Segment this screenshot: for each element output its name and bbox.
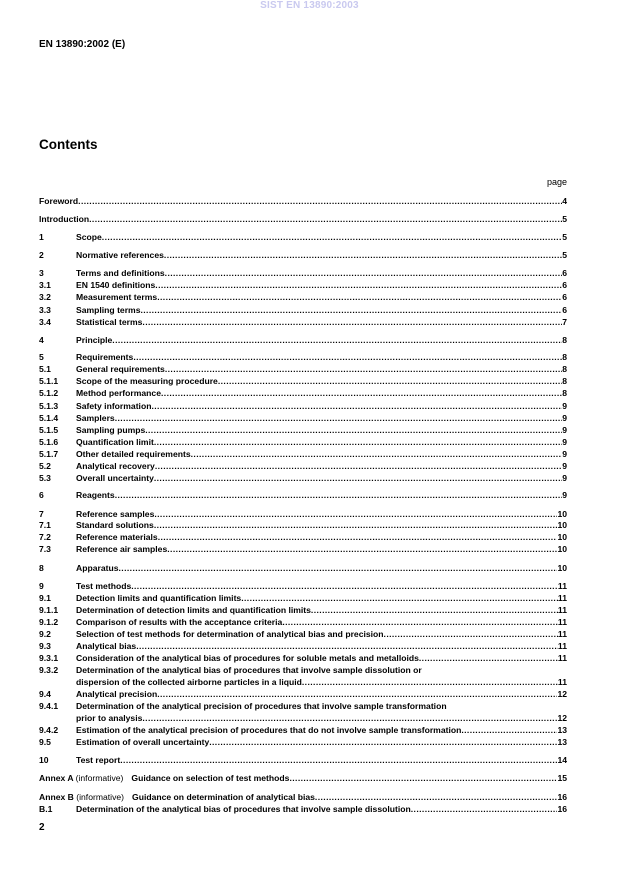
dot-leader: [89, 213, 562, 225]
toc-entry-title: Guidance on determination of analytical bias: [132, 792, 315, 802]
toc-entry-number: 9.5: [39, 737, 51, 747]
toc-entry-page: 9: [562, 437, 567, 447]
dot-leader: [218, 375, 562, 387]
toc-entry-number: 3.3: [39, 305, 51, 315]
toc-entry[interactable]: [39, 231, 567, 243]
dot-leader: [142, 712, 557, 724]
toc-entry-page: 6: [562, 268, 567, 278]
toc-entry-page: 12: [557, 713, 567, 723]
toc-entry[interactable]: [39, 754, 567, 766]
dot-leader: [154, 436, 562, 448]
toc-entry-title: Test report: [76, 755, 121, 765]
toc-entry-title: Scope: [76, 232, 102, 242]
toc-entry-page: 11: [557, 677, 567, 687]
toc-entry-title: Apparatus: [76, 563, 119, 573]
toc-entry-number: 5.3: [39, 473, 51, 483]
toc-entry[interactable]: [39, 628, 567, 640]
toc-entry-title: Introduction: [39, 214, 90, 224]
toc-entry[interactable]: [39, 375, 567, 387]
toc-entry-page: 10: [557, 544, 567, 554]
toc-entry-title: Analytical bias: [76, 641, 137, 651]
toc-entry-title: Terms and definitions: [76, 268, 165, 278]
toc-entry-title: Determination of the analytical bias of procedures that involve sample dissolution or: [76, 665, 422, 675]
toc-entry[interactable]: [39, 279, 567, 291]
toc-entry-page: 6: [562, 292, 567, 302]
toc-entry-number: 7.1: [39, 520, 51, 530]
toc-entry-page: 8: [562, 364, 567, 374]
toc-entry-title: prior to analysis: [76, 713, 143, 723]
toc-entry-page: 13: [557, 737, 567, 747]
toc-entry-number: 5.1.2: [39, 388, 59, 398]
toc-entry-page: 8: [562, 335, 567, 345]
toc-entry-title: Requirements: [76, 352, 134, 362]
toc-entry[interactable]: [39, 472, 567, 484]
toc-entry-title: Principle: [76, 335, 113, 345]
toc-entry-page: 5: [562, 232, 567, 242]
dot-leader: [384, 628, 558, 640]
toc-entry[interactable]: [39, 267, 567, 279]
toc-entry[interactable]: [39, 249, 567, 261]
annex-type: (informative): [75, 773, 124, 783]
toc-entry-title: Sampling pumps: [76, 425, 146, 435]
toc-entry-page: 9: [562, 473, 567, 483]
toc-entry-title: Selection of test methods for determination of analytical bias and precision: [76, 629, 384, 639]
toc-entry-number: [39, 712, 76, 724]
dot-leader: [419, 652, 558, 664]
dot-leader: [157, 688, 557, 700]
toc-entry[interactable]: [39, 736, 567, 748]
toc-entry[interactable]: [39, 604, 567, 616]
toc-entry-title: Normative references: [76, 250, 164, 260]
toc-entry-number: 9.3.1: [39, 653, 59, 663]
toc-entry[interactable]: [39, 334, 567, 346]
dot-leader: [112, 334, 562, 346]
contents-heading: Contents: [39, 137, 98, 152]
toc-entry[interactable]: [39, 712, 567, 724]
dot-leader: [167, 543, 557, 555]
toc-entry-title: Analytical recovery: [76, 461, 155, 471]
toc-entry[interactable]: [39, 791, 567, 803]
toc-entry[interactable]: [39, 664, 567, 676]
toc-entry[interactable]: [39, 519, 567, 531]
toc-entry-page: 11: [557, 617, 567, 627]
toc-entry-title: Guidance on selection of test methods: [131, 773, 290, 783]
toc-entry-title: General requirements: [76, 364, 165, 374]
toc-entry[interactable]: [39, 489, 567, 501]
toc-entry[interactable]: [39, 616, 567, 628]
toc-entry-title: Determination of the analytical bias of procedures that involve sample dissolution: [76, 804, 411, 814]
toc-entry-page: 11: [557, 581, 567, 591]
toc-entry[interactable]: [39, 448, 567, 460]
dot-leader: [133, 351, 562, 363]
dot-leader: [115, 489, 563, 501]
document-id-header: EN 13890:2002 (E): [39, 39, 126, 50]
toc-entry-page: 8: [562, 388, 567, 398]
toc-entry-number: 9.1.1: [39, 605, 59, 615]
toc-entry-title: Other detailed requirements: [76, 449, 191, 459]
dot-leader: [241, 592, 558, 604]
toc-entry-number: 7.3: [39, 544, 51, 554]
toc-entry-page: 11: [557, 605, 567, 615]
dot-leader: [136, 640, 558, 652]
toc-entry[interactable]: [39, 652, 567, 664]
toc-entry[interactable]: [39, 562, 567, 574]
toc-entry[interactable]: [39, 195, 567, 207]
toc-entry[interactable]: [39, 363, 567, 375]
toc-entry-number: 8: [39, 563, 44, 573]
toc-entry-number: 3.1: [39, 280, 51, 290]
toc-entry-title: Determination of the analytical precision of procedures that involve sample transformation: [76, 701, 447, 711]
toc-entry-title: Method performance: [76, 388, 161, 398]
toc-entry-title: Measurement terms: [76, 292, 158, 302]
toc-entry-number: 10: [39, 755, 49, 765]
toc-entry[interactable]: [39, 424, 567, 436]
toc-entry-page: 7: [562, 317, 567, 327]
dot-leader: [115, 412, 563, 424]
dot-leader: [165, 363, 562, 375]
toc-entry[interactable]: [39, 676, 567, 688]
toc-entry-title: dispersion of the collected airborne particles in a liquid: [76, 677, 302, 687]
toc-entry-number: 9.4: [39, 689, 51, 699]
toc-entry-number: 5.1: [39, 364, 51, 374]
toc-entry-title: Samplers: [76, 413, 115, 423]
toc-entry-number: 1: [39, 232, 44, 242]
toc-entry[interactable]: [39, 543, 567, 555]
toc-annex-title: [39, 791, 315, 803]
toc-entry-title: Reference materials: [76, 532, 158, 542]
toc-entry-title: Estimation of overall uncertainty: [76, 737, 210, 747]
toc-entry-number: B.1: [39, 804, 53, 814]
toc-entry[interactable]: [39, 387, 567, 399]
toc-entry-title: Standard solutions: [76, 520, 154, 530]
toc-entry-title: Foreword: [39, 196, 79, 206]
toc-entry-number: 9.3.2: [39, 665, 59, 675]
toc-entry-number: 4: [39, 335, 44, 345]
toc-entry-title: Estimation of the analytical precision of procedures that do not involve sample transformation: [76, 725, 462, 735]
toc-entry[interactable]: [39, 291, 567, 303]
page-column-label: page: [546, 177, 567, 187]
toc-entry[interactable]: [39, 580, 567, 592]
toc-annex-title: [39, 772, 289, 784]
dot-leader: [157, 291, 562, 303]
toc-entry[interactable]: [39, 772, 567, 784]
toc-entry-number: 6: [39, 490, 44, 500]
watermark: SIST EN 13890:2003: [260, 0, 359, 11]
toc-entry[interactable]: [39, 316, 567, 328]
toc-entry-page: 9: [562, 425, 567, 435]
dot-leader: [315, 791, 558, 803]
toc-entry-number: 9.2: [39, 629, 51, 639]
dot-leader: [154, 472, 562, 484]
dot-leader: [119, 562, 558, 574]
dot-leader: [191, 448, 563, 460]
toc-entry[interactable]: [39, 460, 567, 472]
toc-entry-number: 5: [39, 352, 44, 362]
dot-leader: [282, 616, 558, 628]
toc-entry-title: Sampling terms: [76, 305, 141, 315]
dot-leader: [302, 676, 558, 688]
dot-leader: [102, 231, 562, 243]
toc-entry-number: 9.4.2: [39, 725, 59, 735]
toc-entry[interactable]: [39, 351, 567, 363]
toc-entry[interactable]: [39, 436, 567, 448]
dot-leader: [158, 531, 558, 543]
toc-entry[interactable]: [39, 400, 567, 412]
toc-entry-page: 11: [557, 653, 567, 663]
toc-entry-number: 5.1.4: [39, 413, 59, 423]
toc-entry-page: 9: [562, 461, 567, 471]
toc-entry-page: 8: [562, 352, 567, 362]
toc-entry-number: [39, 676, 76, 688]
dot-leader: [161, 387, 562, 399]
toc-entry-title: Reference air samples: [76, 544, 168, 554]
dot-leader: [164, 249, 562, 261]
toc-entry-title: Overall uncertainty: [76, 473, 154, 483]
toc-entry-title: Reagents: [76, 490, 115, 500]
toc-entry-page: 5: [562, 250, 567, 260]
toc-entry-page: 10: [557, 520, 567, 530]
toc-entry-page: 10: [557, 532, 567, 542]
toc-entry-page: 8: [562, 376, 567, 386]
toc-entry-title: EN 1540 definitions: [76, 280, 156, 290]
dot-leader: [154, 519, 558, 531]
toc-entry-page: 9: [562, 413, 567, 423]
toc-entry-number: 9.4.1: [39, 701, 59, 711]
annex-type: (informative): [76, 792, 125, 802]
toc-entry-page: 11: [557, 629, 567, 639]
dot-leader: [155, 279, 562, 291]
toc-entry-page: 13: [557, 725, 567, 735]
toc-entry-number: 3.4: [39, 317, 51, 327]
toc-entry-page: 16: [557, 792, 567, 802]
toc-entry[interactable]: [39, 803, 567, 815]
toc-entry-title: Analytical precision: [76, 689, 158, 699]
dot-leader: [145, 424, 562, 436]
toc-entry-title: Quantification limit: [76, 437, 154, 447]
toc-entry-page: 10: [557, 509, 567, 519]
annex-label: Annex B: [39, 792, 74, 802]
toc-entry-page: 11: [557, 641, 567, 651]
toc-entry-page: 12: [557, 689, 567, 699]
toc-entry[interactable]: [39, 304, 567, 316]
toc-entry-number: 9.1.2: [39, 617, 59, 627]
dot-leader: [131, 580, 558, 592]
toc-entry-page: 9: [562, 449, 567, 459]
toc-entry-number: 3: [39, 268, 44, 278]
toc-entry-title: Detection limits and quantification limits: [76, 593, 242, 603]
toc-entry-page: 4: [562, 196, 567, 206]
dot-leader: [411, 803, 558, 815]
toc-entry-title: Test methods: [76, 581, 132, 591]
toc-entry-number: 7: [39, 509, 44, 519]
toc-entry-page: 10: [557, 563, 567, 573]
toc-entry-number: 3.2: [39, 292, 51, 302]
dot-leader: [165, 267, 563, 279]
toc-entry-title: Reference samples: [76, 509, 155, 519]
dot-leader: [78, 195, 562, 207]
toc-entry[interactable]: [39, 213, 567, 225]
toc-entry[interactable]: [39, 531, 567, 543]
toc-entry[interactable]: [39, 688, 567, 700]
dot-leader: [142, 316, 562, 328]
dot-leader: [209, 736, 557, 748]
toc-entry-number: 9.1: [39, 593, 51, 603]
toc-entry-number: 9: [39, 581, 44, 591]
toc-entry[interactable]: [39, 640, 567, 652]
toc-entry[interactable]: [39, 412, 567, 424]
toc-entry-title: Statistical terms: [76, 317, 143, 327]
dot-leader: [120, 754, 557, 766]
dot-leader: [461, 724, 557, 736]
dot-leader: [155, 460, 562, 472]
toc-entry-page: 15: [557, 773, 567, 783]
toc-entry-title: Consideration of the analytical bias of procedures for soluble metals and metalloids: [76, 653, 419, 663]
toc-entry-page: 9: [562, 490, 567, 500]
dot-leader: [311, 604, 558, 616]
toc-entry-page: 5: [562, 214, 567, 224]
toc-entry-number: 7.2: [39, 532, 51, 542]
page-number: 2: [39, 822, 45, 833]
toc-entry[interactable]: [39, 700, 567, 712]
toc-entry-title: Scope of the measuring procedure: [76, 376, 218, 386]
toc-entry-page: 11: [557, 593, 567, 603]
toc-entry-number: 5.1.6: [39, 437, 59, 447]
toc-entry-page: 6: [562, 305, 567, 315]
toc-entry-number: 5.1.1: [39, 376, 59, 386]
toc-entry-number: 5.1.3: [39, 401, 59, 411]
toc-entry-number: 9.3: [39, 641, 51, 651]
toc-entry-page: 16: [557, 804, 567, 814]
toc-entry-page: 9: [562, 401, 567, 411]
toc-entry-title: Safety information: [76, 401, 152, 411]
toc-entry-number: 5.2: [39, 461, 51, 471]
toc-entry-title: Comparison of results with the acceptance criteria: [76, 617, 283, 627]
toc-entry-title: Determination of detection limits and quantification limits: [76, 605, 311, 615]
toc-entry-number: 2: [39, 250, 44, 260]
toc-entry-number: 5.1.5: [39, 425, 59, 435]
dot-leader: [140, 304, 562, 316]
dot-leader: [289, 772, 557, 784]
toc-entry-number: 5.1.7: [39, 449, 59, 459]
toc-entry-page: 6: [562, 280, 567, 290]
toc-entry[interactable]: [39, 592, 567, 604]
toc-entry[interactable]: [39, 724, 567, 736]
annex-label: Annex A: [39, 773, 74, 783]
dot-leader: [151, 400, 562, 412]
toc-entry-page: 14: [557, 755, 567, 765]
